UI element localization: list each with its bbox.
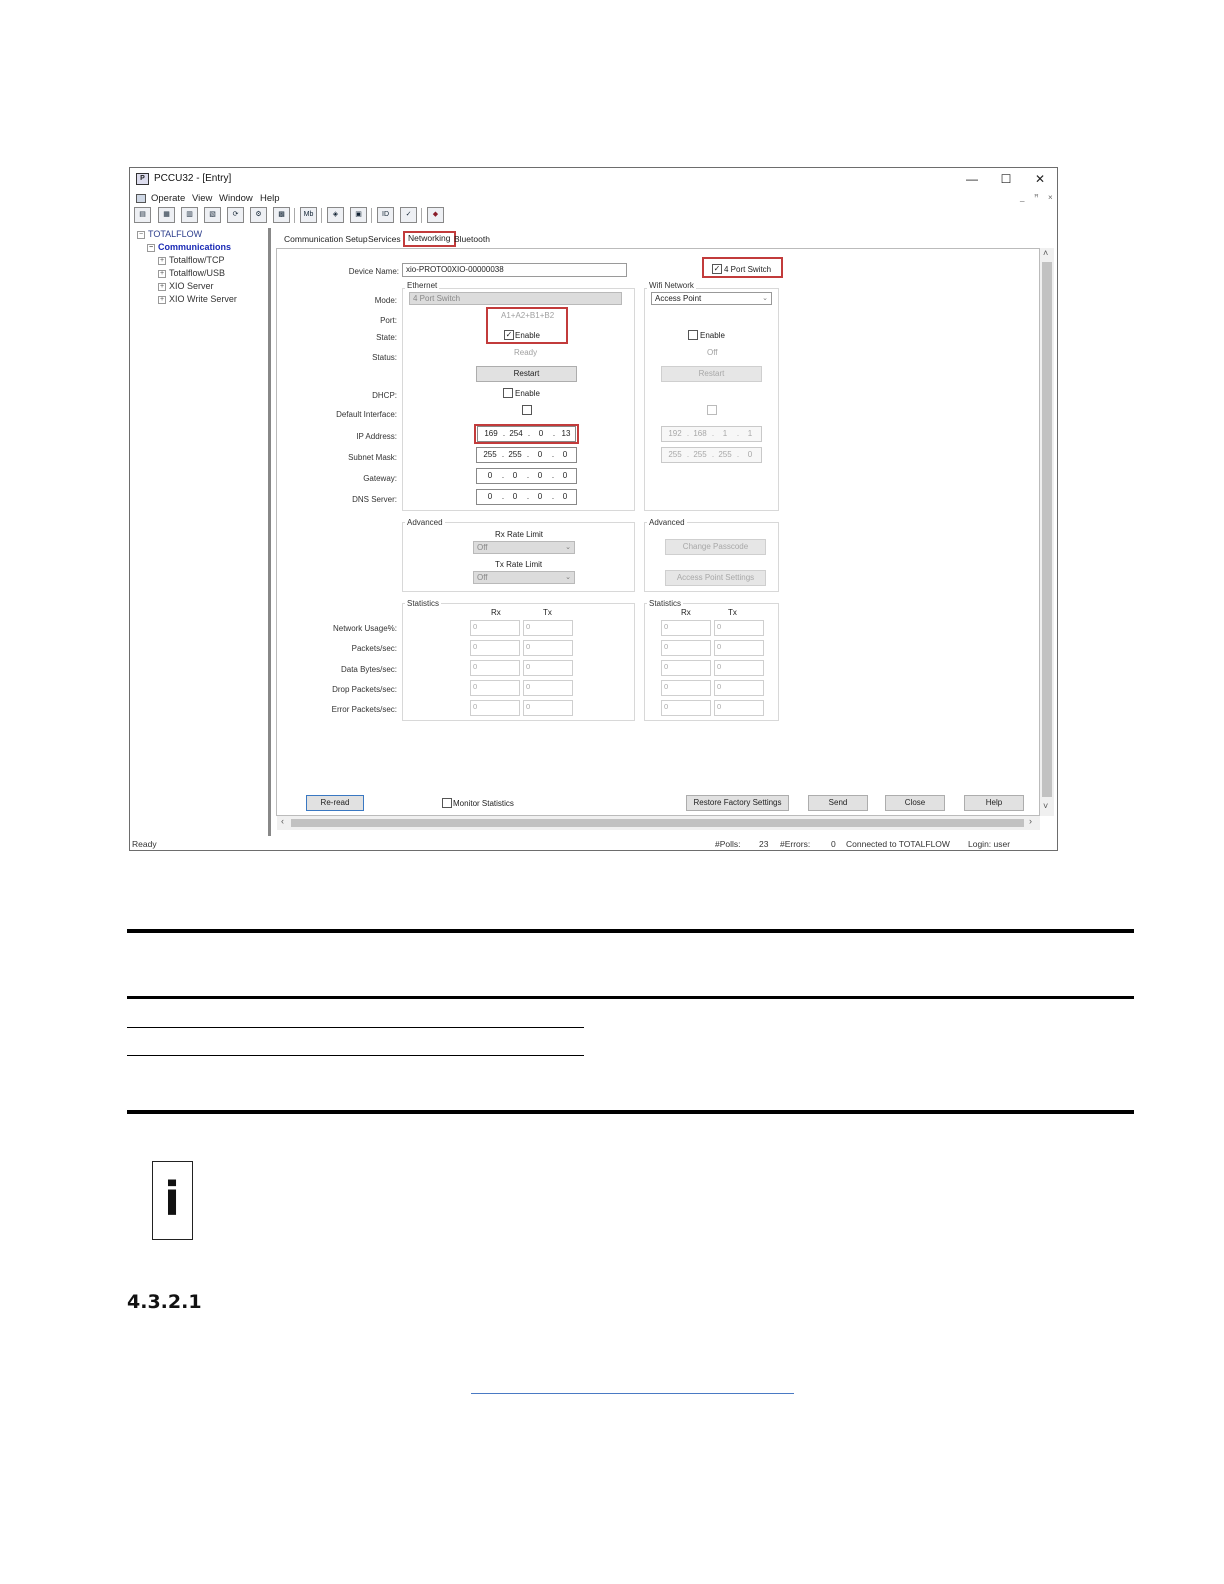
collect-icon[interactable]: ▦	[158, 207, 175, 223]
tree-node-totalflow-tcp[interactable]: + Totalflow/TCP	[159, 255, 225, 265]
scroll-down-icon[interactable]: ˅	[1043, 801, 1049, 811]
wifi-rx-data-bytes: 0	[661, 660, 711, 676]
tab-bluetooth[interactable]: Bluetooth	[454, 234, 490, 244]
ip-octet: 192	[668, 429, 682, 438]
table-top-rule	[127, 929, 1134, 933]
wifi-tx-header: Tx	[728, 608, 737, 617]
ethernet-tx-error-packets: 0	[523, 700, 573, 716]
ip-octet: 1	[722, 429, 728, 438]
collapse-icon[interactable]: −	[138, 230, 144, 238]
security-icon[interactable]: ◈	[327, 207, 344, 223]
wifi-tx-drop-packets: 0	[714, 680, 764, 696]
help-book-icon[interactable]: ◆	[427, 207, 444, 223]
menu-window[interactable]: Window	[219, 193, 253, 204]
data-bytes-sec-label: Data Bytes/sec:	[340, 665, 397, 674]
window-title: PCCU32 - [Entry]	[154, 173, 232, 184]
ethernet-mode-value: 4 Port Switch	[413, 294, 461, 303]
table-row-rule	[127, 1027, 584, 1028]
tree-node-communications[interactable]: − Communications	[148, 242, 232, 252]
ethernet-tx-packets: 0	[523, 640, 573, 656]
help-button[interactable]: Help	[964, 795, 1024, 811]
expand-icon[interactable]: +	[159, 256, 165, 264]
close-button[interactable]: Close	[885, 795, 945, 811]
dhcp-enable-checkbox[interactable]	[503, 388, 513, 398]
menu-operate[interactable]: Operate	[151, 193, 186, 204]
collapse-icon[interactable]: −	[148, 243, 154, 251]
tools-icon[interactable]: ⚙	[250, 207, 267, 223]
wifi-rx-error-packets: 0	[661, 700, 711, 716]
scroll-up-icon[interactable]: ˄	[1043, 248, 1049, 258]
wifi-ip-address-field[interactable]: 192 . 168 . 1 . 1	[661, 426, 762, 442]
subnet-mask-label: Subnet Mask:	[348, 453, 397, 462]
scroll-left-icon[interactable]: ‹	[281, 816, 284, 826]
calibrate-icon[interactable]: ▥	[181, 207, 198, 223]
wifi-rx-network-usage: 0	[661, 620, 711, 636]
table-row-rule	[127, 1055, 584, 1056]
tree-node-totalflow-usb[interactable]: + Totalflow/USB	[159, 268, 226, 278]
dhcp-label: DHCP:	[372, 391, 397, 400]
errors-label: #Errors:	[780, 839, 811, 849]
setup-icon[interactable]: ✓	[400, 207, 417, 223]
port-switch-label: 4 Port Switch	[724, 265, 772, 274]
toolbar-separator	[371, 208, 372, 223]
status-bar	[130, 837, 1057, 851]
vertical-scrollbar[interactable]	[1040, 248, 1054, 816]
info-icon-glyph: i	[164, 1172, 180, 1226]
restore-factory-settings-button[interactable]: Restore Factory Settings	[686, 795, 789, 811]
ethernet-enable-label: Enable	[515, 331, 540, 340]
gateway-octet: 0	[562, 471, 568, 480]
dns-octet: 0	[562, 492, 568, 501]
ethernet-tx-data-bytes: 0	[523, 660, 573, 676]
ip-octet: 254	[509, 429, 523, 438]
ip-octet: 168	[693, 429, 707, 438]
ip-octet: 1	[747, 429, 753, 438]
expand-icon[interactable]: +	[159, 282, 165, 290]
tree-node-xio-write-server[interactable]: + XIO Write Server	[159, 294, 237, 304]
dns-server-label: DNS Server:	[352, 495, 397, 504]
pccu-window	[129, 167, 1058, 851]
ethernet-mode-select[interactable]	[409, 292, 622, 305]
expand-icon[interactable]: +	[159, 269, 165, 277]
subnet-octet: 255	[718, 450, 732, 459]
subnet-octet: 0	[562, 450, 568, 459]
dns-octet: 0	[487, 492, 493, 501]
polls-count: 23	[759, 839, 769, 849]
dns-octet: 0	[537, 492, 543, 501]
ethernet-subnet-mask-field[interactable]: 255 . 255 . 0 . 0	[476, 447, 577, 463]
horizontal-scrollbar[interactable]	[277, 816, 1040, 830]
tab-networking[interactable]: Networking	[403, 231, 456, 247]
errors-count: 0	[831, 839, 836, 849]
ethernet-tx-drop-packets: 0	[523, 680, 573, 696]
networking-panel	[276, 248, 1040, 816]
mdi-close-icon[interactable]: ×	[1048, 193, 1053, 202]
title-bar	[130, 168, 1057, 190]
gateway-octet: 0	[512, 471, 518, 480]
wifi-tx-network-usage: 0	[714, 620, 764, 636]
menu-view[interactable]: View	[192, 193, 213, 204]
port-switch-checkbox[interactable]: ✓	[713, 264, 721, 273]
state-label: State:	[376, 333, 397, 342]
wifi-statistics-title: Statistics	[649, 599, 682, 608]
tx-rate-value: Off	[477, 573, 488, 582]
refresh-icon[interactable]: ⟳	[227, 207, 244, 223]
drop-packets-sec-label: Drop Packets/sec:	[332, 685, 397, 694]
ip-octet: 13	[561, 429, 571, 438]
subnet-octet: 255	[483, 450, 497, 459]
table-header-rule	[127, 996, 1134, 999]
wifi-rx-packets: 0	[661, 640, 711, 656]
section-heading: 4.3.2.1	[127, 1291, 202, 1313]
error-packets-sec-label: Error Packets/sec:	[331, 705, 397, 714]
toolbar	[130, 206, 1057, 226]
modbus-icon[interactable]: Mb	[300, 207, 317, 223]
ethernet-ip-address-field[interactable]: 169 . 254 . 0 . 13	[477, 426, 576, 442]
toolbar-separator	[421, 208, 422, 223]
wifi-mode-select[interactable]	[651, 292, 772, 305]
alarm-icon[interactable]: ▣	[350, 207, 367, 223]
chevron-down-icon: ⌄	[565, 544, 571, 551]
ethernet-tx-network-usage: 0	[523, 620, 573, 636]
wifi-tx-data-bytes: 0	[714, 660, 764, 676]
monitor-statistics-label: Monitor Statistics	[453, 799, 514, 808]
ethernet-advanced-title: Advanced	[407, 518, 443, 527]
minimize-icon[interactable]: —	[966, 172, 978, 186]
tree-node-root[interactable]: − TOTALFLOW	[138, 229, 203, 239]
connection-status: Connected to TOTALFLOW	[846, 839, 950, 849]
rx-rate-value: Off	[477, 543, 488, 552]
wifi-advanced-title: Advanced	[649, 518, 685, 527]
dhcp-enable-label: Enable	[515, 389, 540, 398]
subnet-octet: 0	[537, 450, 543, 459]
ethernet-tx-header: Tx	[543, 608, 552, 617]
ethernet-status-value: Ready	[514, 348, 538, 357]
ip-octet: 169	[484, 429, 498, 438]
wifi-rx-drop-packets: 0	[661, 680, 711, 696]
ethernet-statistics-title: Statistics	[407, 599, 440, 608]
ethernet-group-title: Ethernet	[407, 281, 438, 290]
horizontal-scroll-thumb[interactable]	[291, 819, 1024, 827]
packets-sec-label: Packets/sec:	[351, 644, 397, 653]
reread-button[interactable]: Re-read	[306, 795, 364, 811]
tree-node-xio-server[interactable]: + XIO Server	[159, 281, 214, 291]
ethernet-default-interface-checkbox[interactable]	[522, 405, 532, 415]
wifi-subnet-mask-field[interactable]: 255 . 255 . 255 . 0	[661, 447, 762, 463]
ethernet-rx-header: Rx	[491, 608, 501, 617]
menu-bar	[130, 191, 1057, 205]
wifi-status-value: Off	[707, 348, 718, 357]
rx-rate-limit-label: Rx Rate Limit	[495, 530, 544, 539]
ethernet-enable-checkbox[interactable]: ✓	[505, 330, 513, 339]
gateway-label: Gateway:	[363, 474, 397, 483]
wifi-rx-header: Rx	[681, 608, 691, 617]
mdi-restore-icon[interactable]: ꟸ	[1034, 193, 1039, 202]
status-label: Status:	[372, 353, 397, 362]
subnet-octet: 0	[747, 450, 753, 459]
default-interface-label: Default Interface:	[336, 410, 397, 419]
login-status: Login: user	[968, 839, 1011, 849]
device-name-field[interactable]: xio-PROTO0XIO-00000038	[402, 263, 627, 277]
pccu-app-icon: P	[136, 173, 149, 185]
hyperlink-underline[interactable]	[471, 1393, 794, 1394]
ethernet-gateway-field[interactable]: 0 . 0 . 0 . 0	[476, 468, 577, 484]
close-icon[interactable]: ✕	[1034, 172, 1046, 186]
gateway-octet: 0	[537, 471, 543, 480]
ethernet-rx-error-packets: 0	[470, 700, 520, 716]
ethernet-restart-button[interactable]: Restart	[476, 366, 577, 382]
ethernet-rx-drop-packets: 0	[470, 680, 520, 696]
status-text: Ready	[132, 839, 157, 849]
ethernet-rx-data-bytes: 0	[470, 660, 520, 676]
network-usage-label: Network Usage%:	[332, 624, 397, 633]
device-name-label: Device Name:	[348, 267, 399, 276]
subnet-octet: 255	[668, 450, 682, 459]
ip-address-label: IP Address:	[356, 432, 397, 441]
report-icon[interactable]: ▧	[204, 207, 221, 223]
tx-rate-limit-label: Tx Rate Limit	[495, 560, 543, 569]
wifi-enable-checkbox[interactable]	[688, 330, 698, 340]
mdi-document-icon[interactable]	[136, 194, 146, 203]
gateway-octet: 0	[487, 471, 493, 480]
tx-rate-limit-select[interactable]	[473, 571, 575, 584]
entry-icon[interactable]: ▤	[134, 207, 151, 223]
wifi-group-title: Wifi Network	[649, 281, 694, 290]
subnet-octet: 255	[693, 450, 707, 459]
chevron-down-icon: ⌄	[565, 574, 571, 581]
maximize-icon[interactable]: ☐	[1000, 172, 1012, 186]
wifi-tx-error-packets: 0	[714, 700, 764, 716]
monitor-statistics-checkbox[interactable]	[442, 798, 452, 808]
rx-rate-limit-select[interactable]	[473, 541, 575, 554]
wifi-mode-value: Access Point	[655, 294, 702, 303]
ethernet-port-value: A1+A2+B1+B2	[501, 311, 555, 320]
id-icon[interactable]: ID	[377, 207, 394, 223]
menu-help[interactable]: Help	[260, 193, 280, 204]
toolbar-separator	[321, 208, 322, 223]
access-point-settings-button[interactable]: Access Point Settings	[665, 570, 766, 586]
wifi-group	[644, 288, 779, 511]
vertical-scroll-thumb[interactable]	[1042, 262, 1052, 797]
subnet-octet: 255	[508, 450, 522, 459]
mode-label: Mode:	[374, 296, 397, 305]
dns-octet: 0	[512, 492, 518, 501]
mdi-minimize-icon[interactable]: _	[1020, 193, 1025, 202]
change-passcode-button[interactable]: Change Passcode	[665, 539, 766, 555]
scroll-right-icon[interactable]: ›	[1029, 816, 1032, 826]
toolbar-separator	[294, 208, 295, 223]
wifi-tx-packets: 0	[714, 640, 764, 656]
ethernet-rx-packets: 0	[470, 640, 520, 656]
print-icon[interactable]: ▩	[273, 207, 290, 223]
ethernet-dns-server-field[interactable]: 0 . 0 . 0 . 0	[476, 489, 577, 505]
tab-communication-setup[interactable]: Communication Setup	[284, 234, 368, 244]
wifi-restart-button[interactable]: Restart	[661, 366, 762, 382]
wifi-enable-label: Enable	[700, 331, 725, 340]
chevron-down-icon: ⌄	[762, 295, 768, 302]
tab-services[interactable]: Services	[368, 234, 401, 244]
info-icon	[152, 1161, 193, 1240]
polls-label: #Polls:	[715, 839, 741, 849]
ip-octet: 0	[538, 429, 544, 438]
send-button[interactable]: Send	[808, 795, 868, 811]
expand-icon[interactable]: +	[159, 295, 165, 303]
navigation-tree	[133, 228, 271, 836]
port-label: Port:	[380, 316, 397, 325]
table-bottom-rule	[127, 1110, 1134, 1114]
ethernet-rx-network-usage: 0	[470, 620, 520, 636]
wifi-default-interface-checkbox[interactable]	[707, 405, 717, 415]
